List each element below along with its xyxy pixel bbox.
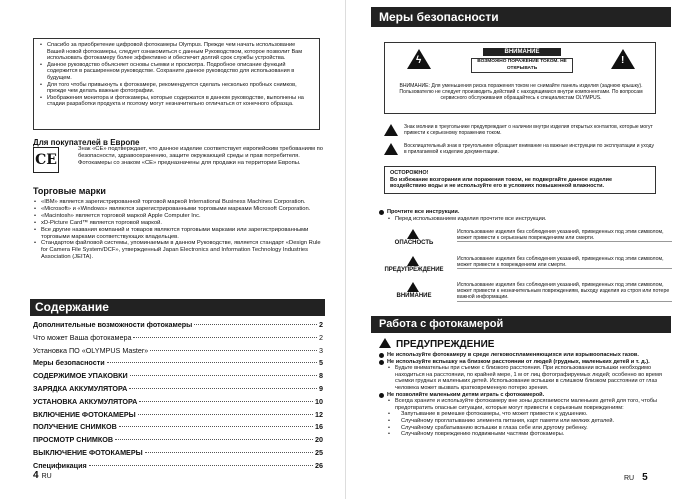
table-of-contents [33, 320, 323, 474]
intro-item: • Изображения монитора и фотокамеры, которые содержатся в данном руководстве, выполнены на стадии разработки продукта и поэтому могут незначительно отличаться от конечного образца. [39, 95, 314, 108]
lightning-triangle-icon [384, 124, 398, 136]
page-number: 5 [642, 472, 648, 483]
toc-entry-title: Установка ПО «OLYMPUS Master» [33, 345, 149, 355]
toc-entry[interactable] [33, 333, 323, 346]
symbol-lightning-text: Знак молнии в треугольнике предупреждает о наличии внутри изделия открытых контактов, которые могут привести к серьезному поражению током. [404, 124, 653, 136]
toc-entry-title: ВКЛЮЧЕНИЕ ФОТОКАМЕРЫ [33, 409, 136, 419]
signal-label: ОПАСНОСТЬ [394, 240, 434, 246]
danger-item: Не используйте вспышку на близком расстоянии от людей (грудных, маленьких детей и т. д.). [379, 359, 669, 366]
toc-entry[interactable] [33, 397, 323, 410]
toc-entry-title: УСТАНОВКА АККУМУЛЯТОРА [33, 396, 138, 406]
intro-box [33, 38, 320, 130]
caution-title: ОСТОРОЖНО! [390, 170, 429, 176]
signal-danger [379, 229, 674, 250]
right-page [345, 0, 690, 499]
signal-caution [379, 282, 674, 303]
toc-entry[interactable] [33, 410, 323, 423]
toc-entry[interactable] [33, 461, 323, 474]
danger-subitem: • Случайному повреждению подвижными частями фотокамеры. [379, 431, 669, 438]
trademark-item: • Все другие названия компаний и товаров являются торговыми марками или зарегистрированными торговыми марками соответствующих владельцев. [33, 227, 323, 241]
danger-heading-text: ПРЕДУПРЕЖДЕНИЕ [396, 339, 495, 350]
toc-entry-title: ПРОСМОТР СНИМКОВ [33, 435, 114, 445]
trademarks-list [33, 199, 323, 261]
read-all-sub: • Перед использованием изделия прочтите все инструкции. [379, 216, 669, 223]
trademarks-heading: Торговые марки [33, 186, 106, 196]
trademark-item: • «IBM» является зарегистрированной торговой маркой International Business Machines Corporation. [33, 199, 323, 206]
warning-triangle-icon [379, 338, 391, 348]
toc-entry-title: Меры безопасности [33, 358, 105, 368]
safety-title: Меры безопасности [371, 7, 671, 27]
toc-entry-page: 10 [315, 396, 323, 406]
danger-item: Не позволяйте маленьким детям играть с фотокамерой. [379, 392, 669, 399]
danger-subitem: • Всегда храните и используйте фотокамеру вне зоны досягаемости маленьких детей для того, чтобы предотвратить опасные ситуации, которые могут привести к серьезным повреждениям: [379, 398, 669, 411]
toc-entry[interactable] [33, 358, 323, 371]
eu-text: Знак «CE» подтверждает, что данное изделие соответствует европейским требованиям по безопасности, здравоохранению, защите окружающей среды и прав потребителя. Фотокамеры со знаком «CE» предназначены для продажи на территории Европы. [78, 146, 324, 166]
symbol-lightning-row [384, 124, 656, 136]
trademark-item: • xD-Picture Card™ является торговой маркой. [33, 220, 323, 227]
toc-entry-title: Что может Ваша фотокамера [33, 332, 132, 342]
toc-entry-page: 3 [319, 345, 323, 355]
signal-label: ПРЕДУПРЕЖДЕНИЕ [384, 267, 444, 273]
toc-entry[interactable] [33, 320, 323, 333]
toc-entry[interactable] [33, 435, 323, 448]
toc-entry[interactable] [33, 346, 323, 359]
read-all-heading: Прочтите все инструкции. [379, 209, 669, 216]
toc-entry-page: 26 [315, 460, 323, 470]
warning-subtitle: ВОЗМОЖНО ПОРАЖЕНИЕ ТОКОМ. НЕ ОТКРЫВАТЬ [471, 58, 573, 73]
toc-entry-page: 8 [319, 371, 323, 381]
page-number-right [624, 472, 648, 483]
caution-text: Во избежание возгорания или поражения током, не подвергайте данное изделие воздействию воды и не используйте его в условиях повышенной влажности. [390, 176, 613, 190]
danger-subitem: • Будьте внимательны при съемке с близкого расстояния. При использовании вспышки необходимо находиться на расстоянии, по крайней мере, 1 м от лиц фотографируемых людей; особенно во время съемки грудных и маленьких детей. Использование вспышки в слишком близком расстоянии от глаз человека может вызвать кратковременную потерю зрения. [379, 365, 669, 391]
language-code: RU [41, 473, 52, 480]
signal-text: Использование изделия без соблюдения указаний, приведенных под этим символом, может привести к незначительным повреждениям, выходу изделия из строя или потере важной информации. [457, 282, 672, 302]
page-number-left [33, 470, 52, 481]
eu-heading: Для покупателей в Европе [33, 138, 140, 147]
electric-warning-box [384, 42, 656, 114]
lightning-warning-icon: ϟ [407, 49, 431, 69]
exclamation-triangle-icon [384, 143, 398, 155]
page-number: 4 [33, 470, 39, 481]
exclamation-warning-icon: ! [611, 49, 635, 69]
ce-mark-icon: CE [33, 147, 59, 173]
toc-entry-title: Дополнительные возможности фотокамеры [33, 320, 193, 329]
trademark-item: • Стандартом файловой системы, упоминаемым в данном Руководстве, является стандарт «Design Rule for Camera File System/DCF», утвержденный Japan Electronics and Information Technology Industries Association (JEITA). [33, 240, 323, 261]
warning-title: ВНИМАНИЕ [483, 48, 561, 56]
toc-entry[interactable] [33, 371, 323, 384]
danger-list [379, 352, 669, 438]
toc-entry-title: ЗАРЯДКА АККУМУЛЯТОРА [33, 383, 128, 393]
toc-entry-page: 2 [319, 332, 323, 342]
toc-entry-title: Спецификация [33, 460, 87, 470]
intro-item: • Данное руководство объясняет основы съемки и просмотра. Подробное описание функций содержится в расширенном руководстве. Сохраните данное руководство для использования в будущем. [39, 62, 314, 82]
toc-entry-page: 16 [315, 422, 323, 432]
toc-entry-page: 20 [315, 435, 323, 445]
signal-label: ВНИМАНИЕ [396, 293, 432, 299]
toc-entry[interactable] [33, 384, 323, 397]
toc-entry[interactable] [33, 448, 323, 461]
toc-entry[interactable] [33, 422, 323, 435]
toc-entry-title: ПОЛУЧЕНИЕ СНИМКОВ [33, 422, 117, 432]
caution-box [384, 166, 656, 194]
toc-title: Содержание [30, 299, 325, 316]
signal-text: Использование изделия без соблюдения указаний, приведенных под этим символом, может привести к серьезным повреждениям или смерти. [457, 229, 672, 242]
danger-subitem: • Случайному срабатыванию вспышки в глаза себе или другому ребенку. [379, 425, 669, 432]
signal-warning [379, 256, 674, 277]
intro-item: • Для того чтобы привыкнуть к фотокамере, рекомендуется сделать несколько пробных снимков, прежде чем делать важные фотографии. [39, 82, 314, 95]
toc-entry-page: 9 [319, 383, 323, 393]
symbol-exclaim-row [384, 143, 656, 155]
toc-entry-title: СОДЕРЖИМОЕ УПАКОВКИ [33, 371, 128, 381]
danger-item: Не используйте фотокамеру в среде легковоспламеняющихся или взрывоопасных газов. [379, 352, 669, 359]
danger-triangle-icon [407, 229, 419, 239]
danger-subitem: • Запутывание в ремешке фотокамеры, что может привести к удушению. [379, 411, 669, 418]
toc-entry-page: 12 [315, 409, 323, 419]
signal-text: Использование изделия без соблюдения указаний, приведенных под этим символом, может привести к повреждениям или смерти. [457, 256, 672, 269]
danger-heading [379, 338, 494, 350]
intro-item: • Спасибо за приобретение цифровой фотокамеры Olympus. Прежде чем начать использование Вашей новой фотокамеры, следует ознакомиться с данным Руководством, которое позволит Вам использовать фотокамеру более эффективно и обеспечит долгий срок службы устройства. [39, 42, 314, 62]
trademark-item: • «Macintosh» является торговой маркой Apple Computer Inc. [33, 213, 323, 220]
read-instructions [379, 209, 669, 222]
warning-triangle-icon [407, 256, 419, 266]
toc-entry-page: 2 [319, 320, 323, 329]
camera-operation-title: Работа с фотокамерой [371, 316, 671, 333]
trademark-item: • «Microsoft» и «Windows» являются зарегистрированными торговыми марками Microsoft Corporation. [33, 206, 323, 213]
toc-entry-page: 5 [319, 358, 323, 368]
warning-text: ВНИМАНИЕ: Для уменьшения риска поражения током не снимайте панель изделия (заднюю крышку). Пользователю не следует производить действий с находящимися внутри компонентами. По вопросам сервисного обслуживания обращайтесь к специалистам OLYMPUS. [399, 83, 643, 102]
toc-entry-page: 25 [315, 447, 323, 457]
language-code: RU [624, 475, 635, 482]
toc-entry-title: ВЫКЛЮЧЕНИЕ ФОТОКАМЕРЫ [33, 447, 143, 457]
symbol-exclaim-text: Восклицательный знак в треугольнике обращает внимание на важные инструкции по эксплуатации и уходу в прилагаемой к изделию документации. [404, 143, 654, 155]
caution-triangle-icon [407, 282, 419, 292]
danger-subitem: • Случайному проглатыванию элемента питания, карт памяти или мелких деталей. [379, 418, 669, 425]
